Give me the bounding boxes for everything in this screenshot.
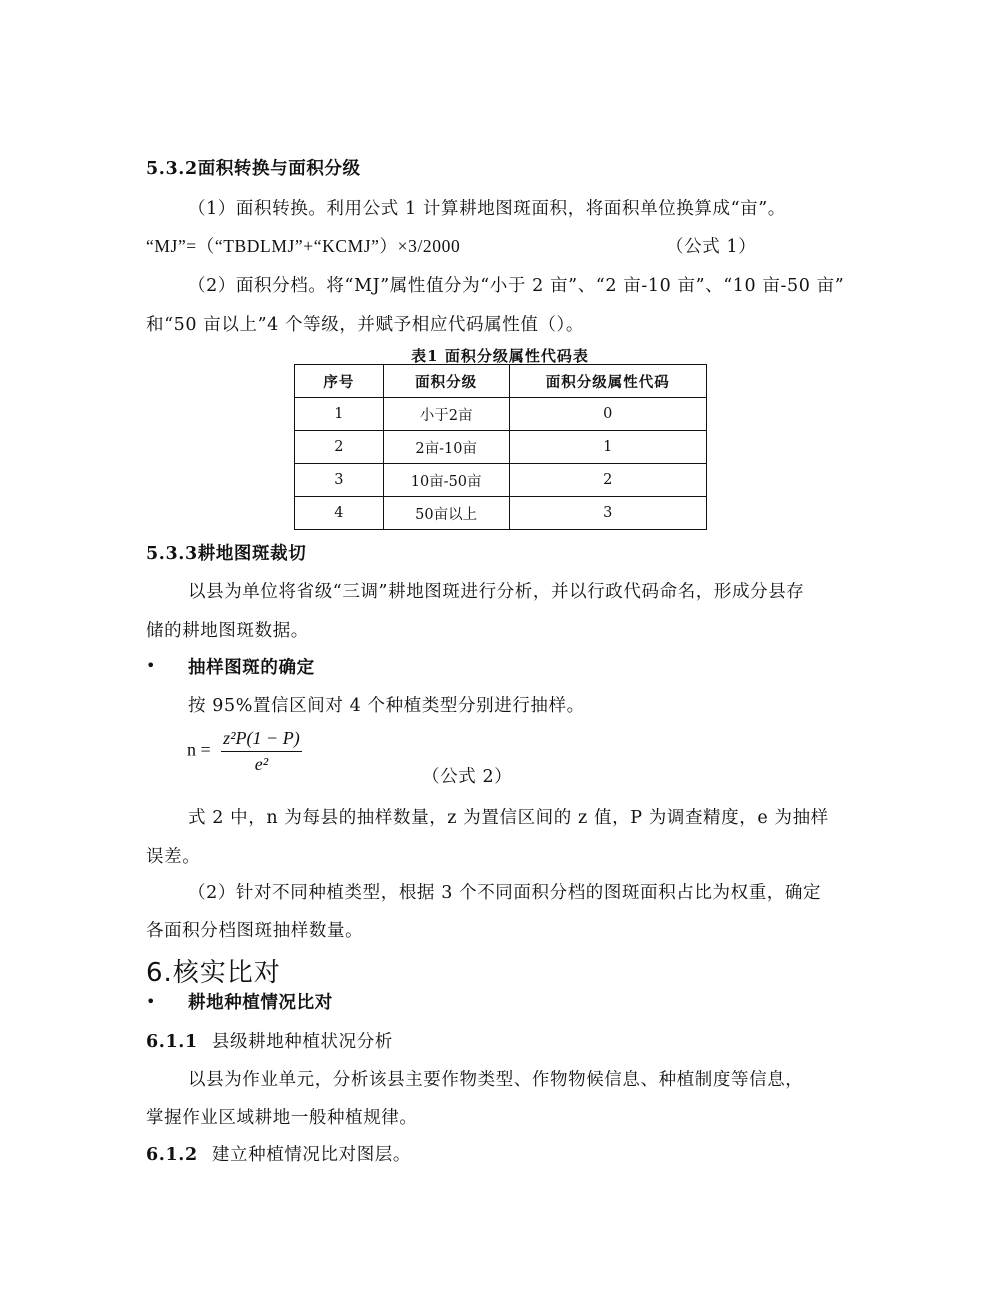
formula-2-numerator: z²P(1 − P)	[221, 728, 302, 752]
area-grade-table	[294, 364, 707, 530]
section-611-heading	[146, 1028, 858, 1053]
formula-2-label: （公式 2）	[422, 767, 513, 787]
cell-index: 1	[295, 398, 384, 431]
cell-index: 3	[295, 464, 384, 497]
cell-area-grade: 小于2亩	[383, 398, 509, 431]
section-532-title: 5.3.2面积转换与面积分级	[146, 159, 361, 179]
section-612-heading	[146, 1141, 858, 1166]
cell-index: 4	[295, 497, 384, 530]
formula-2-explanation-line-1: 式 2 中，n 为每县的抽样数量，z 为置信区间的 z 值，P 为调查精度，e 为抽样	[188, 808, 829, 828]
header-grade-code: 面积分级属性代码	[509, 365, 706, 398]
header-index: 序号	[295, 365, 384, 398]
table-row	[295, 464, 707, 497]
formula-1: “MJ”=（“TBDLMJ”+“KCMJ”）×3/2000	[146, 236, 461, 256]
table-header-row	[295, 365, 707, 398]
bullet-icon: •	[146, 992, 156, 1011]
formula-2-lhs: n =	[187, 739, 211, 760]
section-533-paragraph-line-1: 以县为单位将省级“三调”耕地图斑进行分析，并以行政代码命名，形成分县存	[188, 582, 805, 602]
cell-index: 2	[295, 431, 384, 464]
section-6-subheading: 耕地种植情况比对	[188, 993, 333, 1013]
section-532-paragraph-2-line-2: 和“50 亩以上”4 个等级，并赋予相应代码属性值（）。	[146, 315, 584, 335]
sampling-paragraph-2-line-1: （2）针对不同种植类型，根据 3 个不同面积分档的图斑面积占比为权重，确定	[188, 883, 822, 903]
header-area-grade: 面积分级	[383, 365, 509, 398]
section-611-number: 6.1.1	[146, 1032, 198, 1052]
cell-grade-code: 1	[509, 431, 706, 464]
cell-area-grade: 50亩以上	[383, 497, 509, 530]
cell-area-grade: 10亩-50亩	[383, 464, 509, 497]
formula-2-explanation-line-2: 误差。	[146, 847, 201, 867]
table-row	[295, 398, 707, 431]
formula-1-label: （公式 1）	[666, 237, 757, 257]
section-532-paragraph-1: （1）面积转换。利用公式 1 计算耕地图斑面积，将面积单位换算成“亩”。	[188, 199, 786, 219]
section-611-title: 县级耕地种植状况分析	[211, 1032, 393, 1052]
sampling-paragraph-2-line-2: 各面积分档图斑抽样数量。	[146, 921, 364, 941]
cell-grade-code: 2	[509, 464, 706, 497]
table-row	[295, 431, 707, 464]
sampling-paragraph-1: 按 95%置信区间对 4 个种植类型分别进行抽样。	[188, 696, 585, 716]
formula-2-fraction	[221, 728, 302, 775]
cell-grade-code: 3	[509, 497, 706, 530]
section-611-paragraph-line-1: 以县为作业单元，分析该县主要作物类型、作物物候信息、种植制度等信息，	[188, 1070, 804, 1090]
bullet-icon: •	[146, 656, 156, 675]
table-caption: 表1 面积分级属性代码表	[411, 347, 589, 365]
section-532-paragraph-2-line-1: （2）面积分档。将“MJ”属性值分为“小于 2 亩”、“2 亩-10 亩”、“10 亩-50 亩”	[188, 276, 845, 296]
section-612-number: 6.1.2	[146, 1145, 198, 1165]
section-612-title: 建立种植情况比对图层。	[211, 1145, 411, 1165]
cell-area-grade: 2亩-10亩	[383, 431, 509, 464]
section-533-title: 5.3.3耕地图斑裁切	[146, 544, 307, 564]
section-6-heading: 6.核实比对	[146, 958, 281, 988]
section-611-paragraph-line-2: 掌握作业区域耕地一般种植规律。	[146, 1108, 418, 1128]
section-533-paragraph-line-2: 储的耕地图斑数据。	[146, 621, 309, 641]
table-row	[295, 497, 707, 530]
formula-2-denominator: e²	[254, 754, 269, 774]
cell-grade-code: 0	[509, 398, 706, 431]
formula-2	[187, 728, 302, 775]
sampling-title: 抽样图斑的确定	[188, 658, 315, 678]
